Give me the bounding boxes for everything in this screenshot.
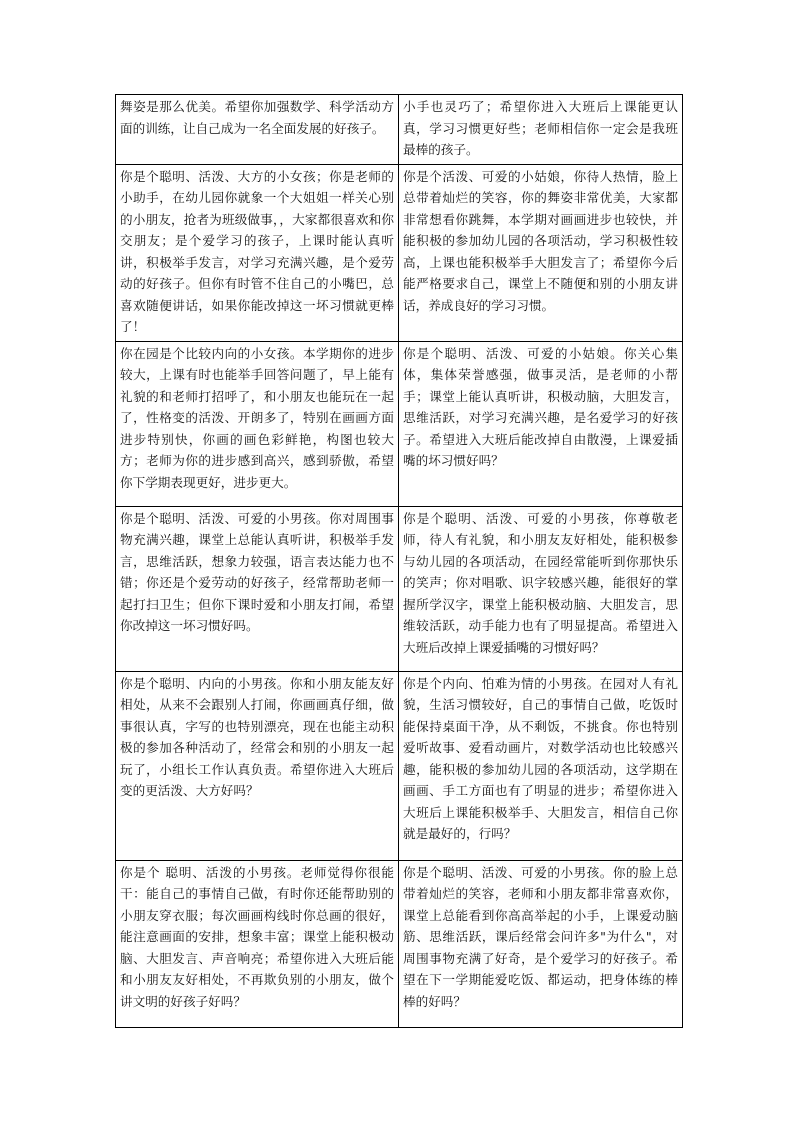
comment-cell-right: 你是个聪明、活泼、可爱的小姑娘。你关心集体，集体荣誉感强，做事灵活，是老师的小帮手；课堂上能认真听讲，积极动脑，大胆发言，思维活跃，对学习充满兴趣，是名爱学习的好孩子。希望进入大班后能改掉自由散漫，上课爱插嘴的坏习惯好吗？ [399, 341, 683, 506]
comment-cell-right: 你是个聪明、活泼、可爱的小男孩，你尊敬老师，待人有礼貌，和小朋友友好相处，能积极参与幼儿园的各项活动，在园经常能听到你那快乐的笑声；你对唱歌、识字较感兴趣，能很好的掌握所学汉字，课堂上能积极动脑、大胆发言，思维较活跃，动手能力也有了明显提高。希望进入大班后改掉上课爱插嘴的习惯好吗？ [399, 506, 683, 671]
table-row [116, 95, 683, 165]
table-row [116, 671, 683, 860]
comments-table [115, 94, 683, 1028]
comment-cell-left: 你是个聪明、内向的小男孩。你和小朋友能友好相处，从来不会跟别人打闹，你画画真仔细，做事很认真，字写的也特别漂亮，现在也能主动积极的参加各种活动了，经常会和别的小朋友一起玩了，小组长工作认真负责。希望你进入大班后变的更活泼、大方好吗？ [116, 671, 399, 860]
comment-cell-right: 你是个内向、怕难为情的小男孩。在园对人有礼貌，生活习惯较好，自己的事情自己做，吃饭时能保持桌面干净，从不剩饭，不挑食。你也特别爱听故事、爱看动画片，对数学活动也比较感兴趣，能积极的参加幼儿园的各项活动，这学期在画画、手工方面也有了明显的进步；希望你进入大班后上课能积极举手、大胆发言，相信自己你就是最好的，行吗？ [399, 671, 683, 860]
comment-cell-left: 你是个 聪明、活泼的小男孩。老师觉得你很能干：能自己的事情自己做，有时你还能帮助别的小朋友穿衣服；每次画画构线时你总画的很好，能注意画面的安排，想象丰富；课堂上能积极动脑、大胆发言、声音响亮；希望你进入大班后能和小朋友友好相处，不再欺负别的小朋友，做个讲文明的好孩子好吗？ [116, 860, 399, 1027]
table-row [116, 341, 683, 506]
comment-cell-right: 你是个活泼、可爱的小姑娘，你待人热情，脸上总带着灿烂的笑容，你的舞姿非常优美，大家都非常想看你跳舞，本学期对画画进步也较快，并能积极的参加幼儿园的各项活动，学习积极性较高，上课也能积极举手大胆发言了；希望你今后能严格要求自己，课堂上不随便和别的小朋友讲话，养成良好的学习习惯。 [399, 164, 683, 341]
comment-cell-right: 小手也灵巧了；希望你进入大班后上课能更认真，学习习惯更好些；老师相信你一定会是我班最棒的孩子。 [399, 95, 683, 165]
comment-cell-left: 你是个聪明、活泼、可爱的小男孩。你对周围事物充满兴趣，课堂上总能认真听讲，积极举手发言，思维活跃，想象力较强，语言表达能力也不错；你还是个爱劳动的好孩子，经常帮助老师一起打扫卫生；但你下课时爱和小朋友打闹，希望你改掉这一坏习惯好吗。 [116, 506, 399, 671]
comment-cell-left: 你在园是个比较内向的小女孩。本学期你的进步较大，上课有时也能举手回答问题了，早上能有礼貌的和老师打招呼了，和小朋友也能玩在一起了，性格变的活泼、开朗多了，特别在画画方面进步特别快，你画的画色彩鲜艳，构图也较大方；老师为你的进步感到高兴，感到骄傲，希望你下学期表现更好，进步更大。 [116, 341, 399, 506]
comment-cell-right: 你是个聪明、活泼、可爱的小男孩。你的脸上总带着灿烂的笑容，老师和小朋友都非常喜欢你，课堂上总能看到你高高举起的小手，上课爱动脑筋、思维活跃，课后经常会问许多"为什么"，对周围事物充满了好奇，是个爱学习的好孩子。希望在下一学期能爱吃饭、都运动，把身体练的棒棒的好吗？ [399, 860, 683, 1027]
table-row [116, 860, 683, 1027]
comment-cell-left: 你是个聪明、活泼、大方的小女孩；你是老师的小助手，在幼儿园你就象一个大姐姐一样关心别的小朋友，抢者为班级做事，，大家都很喜欢和你交朋友；是个爱学习的孩子，上课时能认真听讲，积极举手发言，对学习充满兴趣，是个爱劳动的好孩子。但你有时管不住自己的小嘴巴，总喜欢随便讲话，如果你能改掉这一坏习惯就更棒了！ [116, 164, 399, 341]
table-row [116, 164, 683, 341]
comment-cell-left: 舞姿是那么优美。希望你加强数学、科学活动方面的训练，让自己成为一名全面发展的好孩子。 [116, 95, 399, 165]
table-row [116, 506, 683, 671]
